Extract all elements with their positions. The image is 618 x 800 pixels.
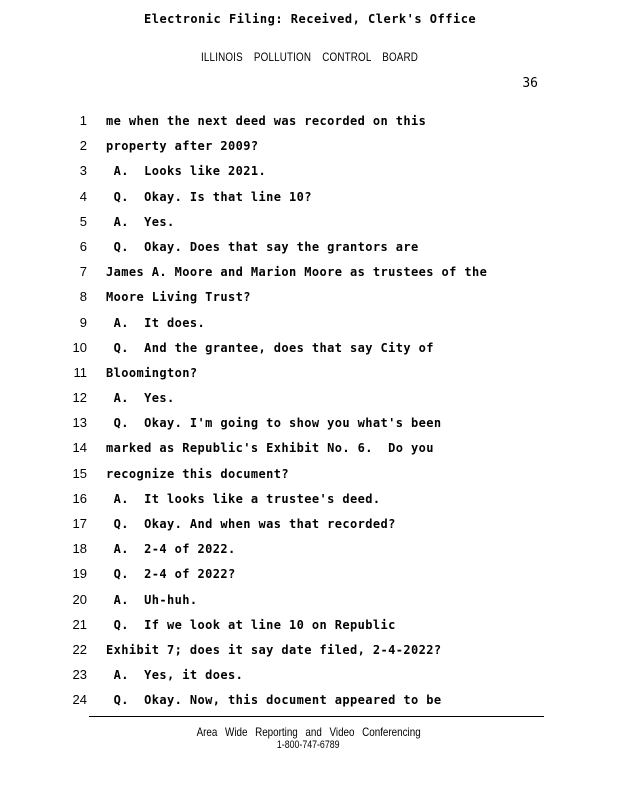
- line-number: 16: [72, 490, 87, 506]
- line-text: A. Yes.: [106, 214, 175, 229]
- line-text: Q. If we look at line 10 on Republic: [106, 617, 396, 632]
- line-text: A. Yes.: [106, 391, 175, 406]
- reporting-phone: 1-800-747-6789: [276, 739, 340, 751]
- line-text: recognize this document?: [106, 466, 289, 481]
- line-number: 20: [72, 591, 87, 607]
- line-text: Q. 2-4 of 2022?: [106, 567, 236, 582]
- line-number: 24: [72, 692, 87, 708]
- line-text: Q. Okay. Is that line 10?: [106, 189, 312, 204]
- line-number: 8: [79, 289, 87, 305]
- footer-divider: [89, 716, 544, 717]
- line-text: marked as Republic's Exhibit No. 6. Do you: [106, 441, 434, 456]
- line-number: 5: [79, 213, 87, 229]
- line-text: James A. Moore and Marion Moore as trustees of the: [106, 265, 488, 280]
- transcript-line: [0, 338, 618, 363]
- reporting-company: Area Wide Reporting and Video Conferencing: [196, 725, 421, 739]
- transcript-body: [0, 111, 618, 716]
- line-text: A. Uh-huh.: [106, 592, 198, 607]
- transcript-line: [0, 438, 618, 463]
- line-text: A. It looks like a trustee's deed.: [106, 491, 381, 506]
- transcript-line: [0, 564, 618, 589]
- line-text: Bloomington?: [106, 365, 198, 380]
- transcript-line: [0, 590, 618, 615]
- line-text: Q. Okay. Does that say the grantors are: [106, 239, 419, 254]
- line-text: Q. Okay. Now, this document appeared to be: [106, 693, 442, 708]
- transcript-line: [0, 212, 618, 237]
- line-number: 11: [73, 364, 87, 380]
- page-number: 36: [522, 76, 538, 91]
- transcript-line: [0, 388, 618, 413]
- transcript-line: [0, 313, 618, 338]
- line-number: 19: [72, 566, 87, 582]
- board-title: ILLINOIS POLLUTION CONTROL BOARD: [201, 50, 419, 64]
- transcript-line: [0, 111, 618, 136]
- transcript-line: [0, 489, 618, 514]
- line-text: Moore Living Trust?: [106, 290, 251, 305]
- line-number: 18: [72, 541, 87, 557]
- transcript-line: [0, 464, 618, 489]
- transcript-line: [0, 161, 618, 186]
- transcript-line: [0, 539, 618, 564]
- line-text: Exhibit 7; does it say date filed, 2-4-2022?: [106, 642, 442, 657]
- transcript-line: [0, 187, 618, 212]
- transcript-line: [0, 615, 618, 640]
- transcript-line: [0, 690, 618, 715]
- line-text: me when the next deed was recorded on this: [106, 114, 427, 128]
- transcript-line: [0, 287, 618, 312]
- line-number: 7: [79, 264, 87, 280]
- line-text: Q. Okay. I'm going to show you what's been: [106, 416, 442, 431]
- line-number: 10: [72, 339, 87, 355]
- line-number: 9: [79, 314, 87, 330]
- transcript-line: [0, 665, 618, 690]
- line-number: 12: [72, 390, 87, 406]
- transcript-line: [0, 237, 618, 262]
- transcript-line: [0, 136, 618, 161]
- filing-stamp: Electronic Filing: Received, Clerk's Office: [144, 12, 477, 26]
- transcript-line: [0, 640, 618, 665]
- line-number: 22: [72, 641, 87, 657]
- line-number: 15: [72, 465, 87, 481]
- line-text: property after 2009?: [106, 139, 259, 154]
- line-number: 21: [72, 616, 87, 632]
- transcript-line: [0, 514, 618, 539]
- line-number: 4: [79, 188, 87, 204]
- line-text: Q. And the grantee, does that say City of: [106, 340, 434, 355]
- transcript-line: [0, 413, 618, 438]
- line-number: 13: [72, 415, 87, 431]
- line-text: A. It does.: [106, 315, 206, 330]
- line-number: 2: [79, 138, 87, 154]
- line-number: 3: [79, 163, 87, 179]
- line-text: A. Yes, it does.: [106, 668, 244, 683]
- transcript-line: [0, 363, 618, 388]
- line-text: A. Looks like 2021.: [106, 164, 267, 179]
- line-text: Q. Okay. And when was that recorded?: [106, 517, 396, 531]
- line-number: 17: [72, 516, 87, 531]
- line-number: 14: [72, 440, 87, 456]
- line-number: 6: [79, 238, 87, 254]
- line-text: A. 2-4 of 2022.: [106, 542, 236, 557]
- transcript-line: [0, 262, 618, 287]
- line-number: 1: [79, 113, 87, 128]
- line-number: 23: [72, 667, 87, 683]
